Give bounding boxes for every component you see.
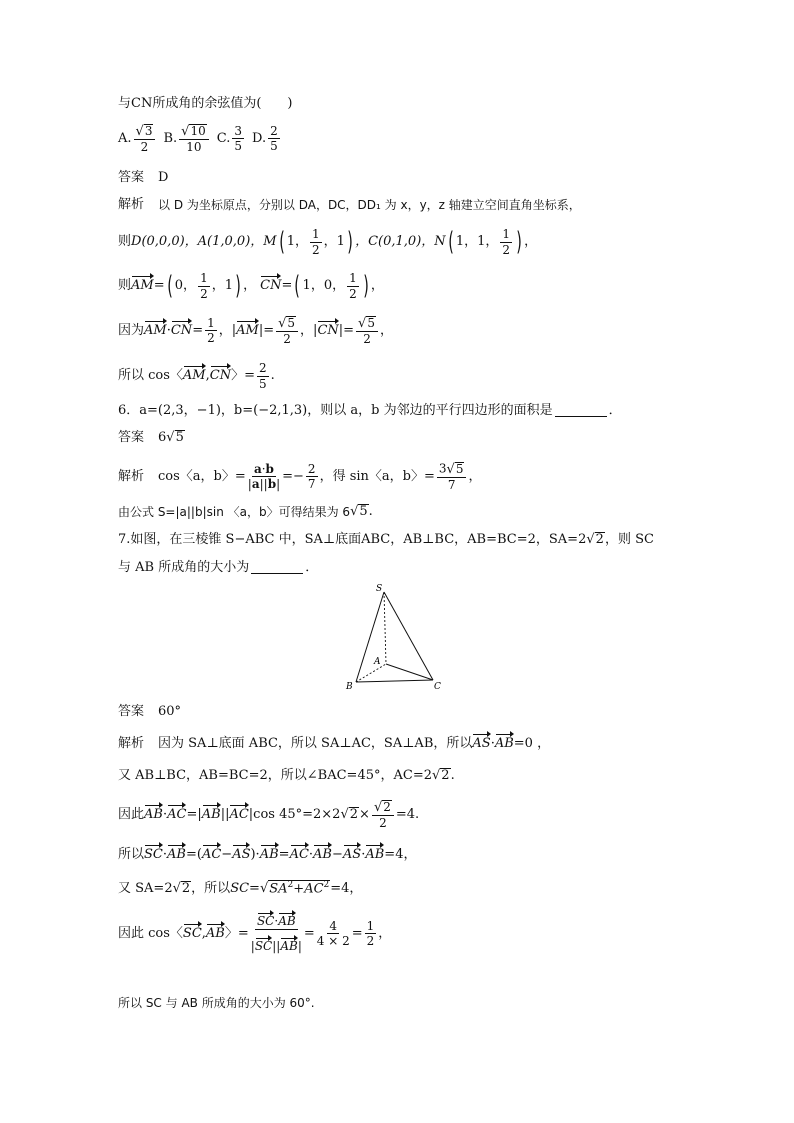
q7-jiexi-line3: 因此 AB · AC =| AB || AC |cos 45°=2×2 √ 2 × √ 2 2 =4. — [118, 799, 420, 831]
label-b: B — [346, 682, 353, 692]
q5-jiexi: 解析 以 D 为坐标原点，分别以 DA，DC，DD₁ 为 x，y，z 轴建立空间直角坐标系， — [118, 197, 581, 212]
label-s: S — [376, 584, 383, 594]
q7-jiexi-line4: 所以 SC · AB =( AC − AS )· AB = AC · AB − AS · AB =4， — [118, 847, 417, 862]
q6-stem: 6． a=(2,3，−1)， b=(−2,1,3)，则以 a，b 为邻边的平行四边形的面积是 ． — [118, 403, 622, 418]
q5-dot: 因为 AM · CN = $\frac{1}{2}$ ，| AM |= √ 5 2 ，| CN |= √ 5 2 ， — [118, 315, 393, 347]
q5-vectors: 则 AM = ( 0， $\frac{1}{2}$ ，1 ) ， CN = ( 1，0， $\frac{1}{2}$ ) ， — [118, 270, 384, 301]
q5-stem: 与CN所成角的余弦值为( ) — [118, 96, 293, 111]
q5-coords: 则 D(0,0,0)，A(1,0,0)， M ( 1， $\frac{1}{2}$ ，1 ) ，C(0,1,0)， N ( 1，1， $\frac{1}{2}$ ) ， — [118, 226, 538, 257]
q7-pyramid-figure — [340, 582, 450, 694]
q6-formula: 由公式 S=|a||b|sin 〈a，b〉可得结果为 6 √ 5 . — [118, 504, 373, 520]
q7-stem-line2: 与 AB 所成角的大小为 ． — [118, 560, 319, 575]
label-c: C — [434, 682, 441, 692]
q7-jiexi-line5: 又 SA=2 √ 2 ，所以 SC = √ $SA^2+AC^2$ =4， — [118, 880, 363, 897]
q7-answer: 答案 60° — [118, 704, 182, 719]
q7-jiexi-line6: 因此 cos〈 SC , AB 〉= $\frac{SC\cdot AB}{|SC||AB|}$ = $\frac{4}{4 \times 2}$ = $\frac{1}{2}$ ， — [118, 914, 392, 953]
q7-conclusion: 所以 SC 与 AB 所成角的大小为 60°. — [118, 996, 315, 1010]
q5-answer: 答案 D — [118, 170, 169, 185]
q7-stem-line1: 7.如图，在三棱锥 S−ABC 中，SA⊥底面ABC，AB⊥BC，AB=BC=2，SA=2 √ 2 ，则 SC — [118, 532, 654, 548]
q7-jiexi-line1: 解析 因为 SA⊥底面 ABC，所以 SA⊥AC，SA⊥AB，所以 AS · AB =0 ， — [118, 736, 551, 751]
q5-options: A. √ 3 2 B. √ 10 10 C. $\frac{3}{5}$ D. $\frac{2}{5}$ — [118, 123, 278, 155]
q6-answer: 答案 6 √ 5 — [118, 430, 184, 446]
q5-cos: 所以 cos〈 AM , CN 〉= $\frac{2}{5}$ . — [118, 361, 275, 391]
label-a: A — [374, 657, 381, 667]
q6-jiexi: 解析 cos〈a，b〉= $\frac{a\cdot b}{|a||b|}$ =− $\frac{2}{7}$ ，得 sin〈a，b〉= 3 √ 5 7 ， — [118, 461, 482, 493]
q7-jiexi-line2: 又 AB⊥BC，AB=BC=2，所以∠BAC=45°，AC=2 √ 2 . — [118, 768, 455, 784]
